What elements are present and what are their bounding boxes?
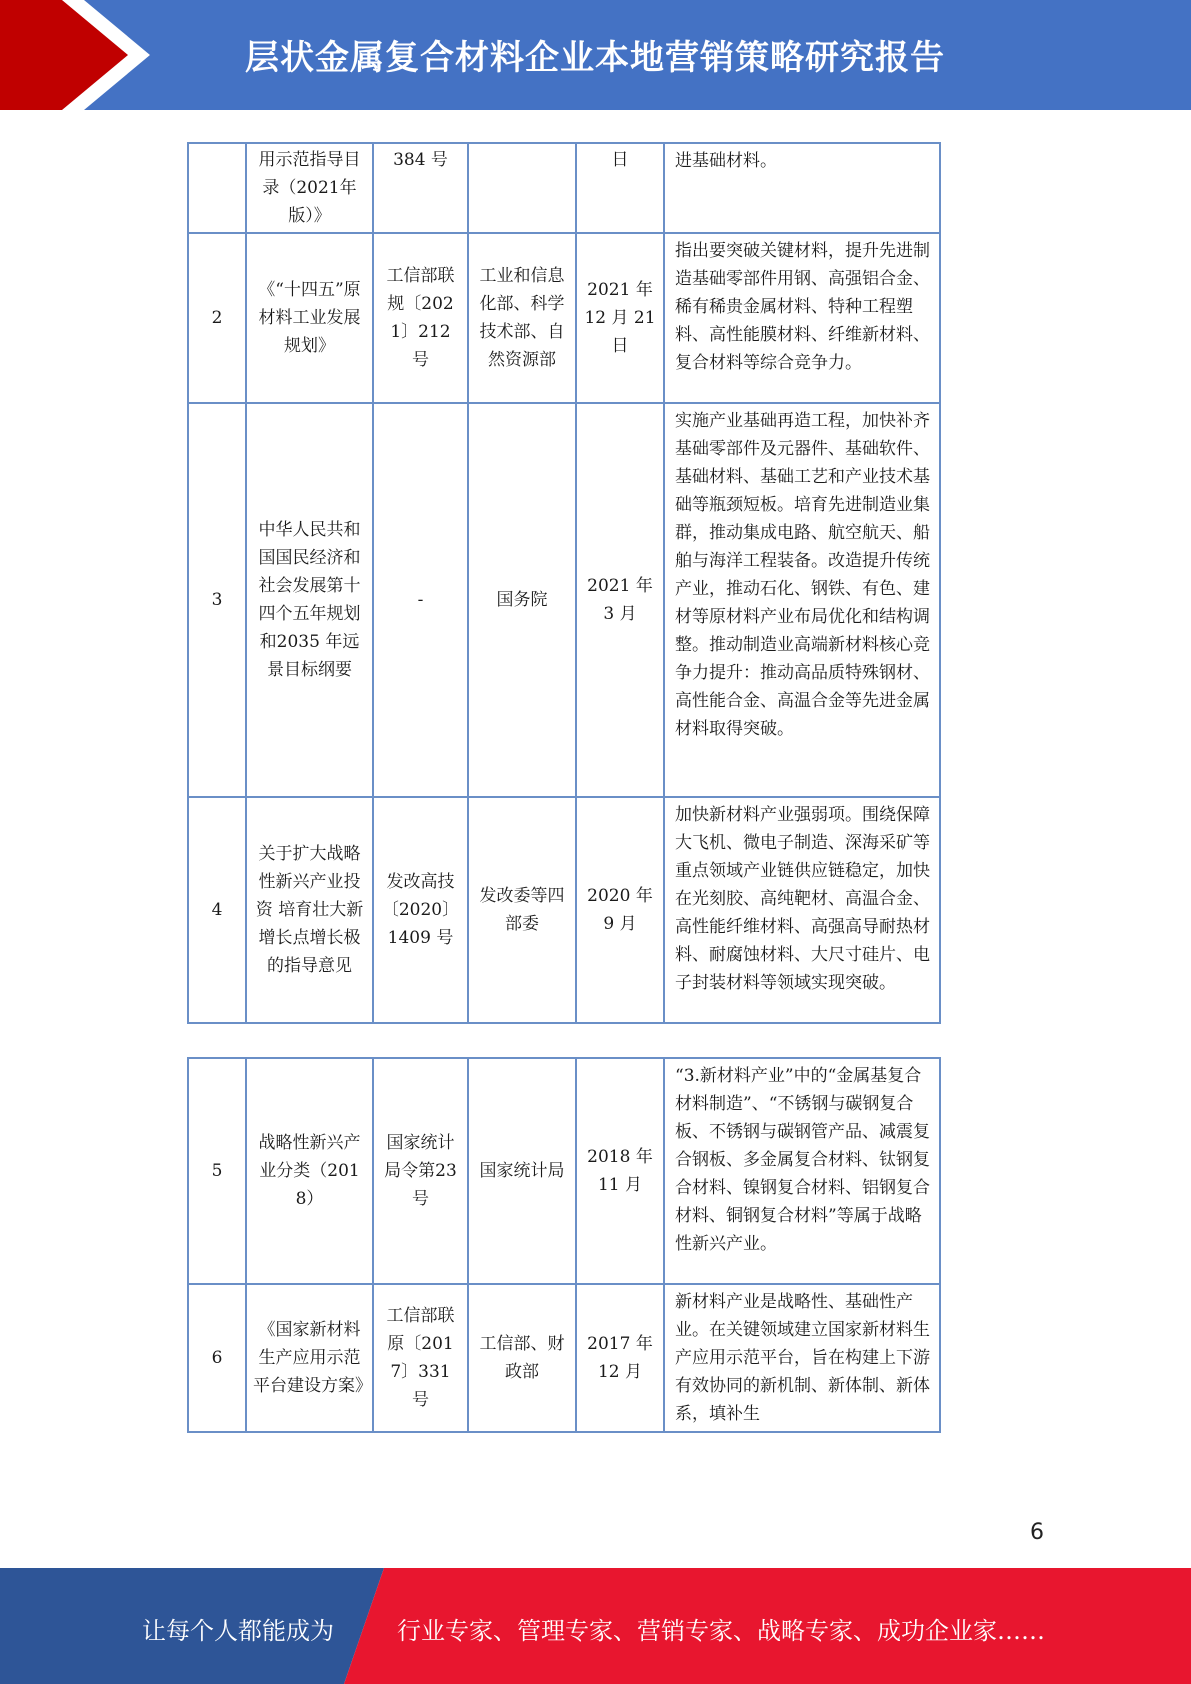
policy-table-part1 [187,142,941,1024]
document-number: 工信部联原〔2017〕331 号 [373,1284,468,1432]
policy-name: 《“十四五”原材料工业发展规划》 [246,233,373,403]
issue-date: 日 [576,143,664,233]
issue-date: 2018 年11 月 [576,1058,664,1284]
row-number: 5 [188,1058,246,1284]
policy-description: 指出要突破关键材料，提升先进制造基础零部件用钢、高强铝合金、稀有稀贵金属材料、特种工程塑料、高性能膜材料、纤维新材料、复合材料等综合竞争力。 [664,233,940,403]
policy-name: 用示范指导目录（2021年版）》 [246,143,373,233]
issuing-department: 工业和信息化部、科学技术部、自然资源部 [468,233,576,403]
policy-name: 中华人民共和国国民经济和社会发展第十四个五年规划和2035 年远景目标纲要 [246,403,373,797]
policy-table-part2 [187,1057,941,1433]
issue-date: 2021 年3 月 [576,403,664,797]
document-number: 国家统计局令第23 号 [373,1058,468,1284]
page-header [0,0,1191,110]
policy-description: “3.新材料产业”中的“金属基复合材料制造”、“不锈钢与碳钢复合板、不锈钢与碳钢管产品、减震复合钢板、多金属复合材料、钛钢复合材料、镍钢复合材料、铝钢复合材料、铜钢复合材料”等属于战略性新兴产业。 [664,1058,940,1284]
policy-description: 新材料产业是战略性、基础性产业。在关键领域建立国家新材料生产应用示范平台，旨在构建上下游有效协同的新机制、新体制、新体系，填补生 [664,1284,940,1432]
footer-slogan-left: 让每个人都能成为 [142,1617,334,1645]
policy-name: 《国家新材料生产应用示范平台建设方案》 [246,1284,373,1432]
row-number [188,143,246,233]
issue-date: 2017 年12 月 [576,1284,664,1432]
row-number: 2 [188,233,246,403]
page-footer [0,1568,1191,1684]
row-number: 3 [188,403,246,797]
policy-description: 加快新材料产业强弱项。围绕保障大飞机、微电子制造、深海采矿等重点领域产业链供应链稳定，加快在光刻胶、高纯靶材、高温合金、高性能纤维材料、高强高导耐热材料、耐腐蚀材料、大尺寸硅片、电子封装材料等领域实现突破。 [664,797,940,1023]
header-title: 层状金属复合材料企业本地营销策略研究报告 [245,38,945,78]
document-number: 384 号 [373,143,468,233]
document-number: 发改高技〔2020〕1409 号 [373,797,468,1023]
row-number: 6 [188,1284,246,1432]
issuing-department [468,143,576,233]
issue-date: 2021 年12 月 21日 [576,233,664,403]
issuing-department: 国务院 [468,403,576,797]
issuing-department: 发改委等四部委 [468,797,576,1023]
table-row [188,233,940,403]
table-row [188,143,940,233]
document-number: - [373,403,468,797]
row-number: 4 [188,797,246,1023]
policy-name: 战略性新兴产业分类（2018） [246,1058,373,1284]
policy-description: 进基础材料。 [664,143,940,233]
issue-date: 2020 年9 月 [576,797,664,1023]
policy-description: 实施产业基础再造工程，加快补齐基础零部件及元器件、基础软件、基础材料、基础工艺和产业技术基础等瓶颈短板。培育先进制造业集群，推动集成电路、航空航天、船舶与海洋工程装备。改造提升传统产业，推动石化、钢铁、有色、建材等原材料产业布局优化和结构调整。推动制造业高端新材料核心竞争力提升：推动高品质特殊钢材、高性能合金、高温合金等先进金属材料取得突破。 [664,403,940,797]
page-number: 6 [1030,1520,1044,1545]
issuing-department: 工信部、财政部 [468,1284,576,1432]
table-row [188,1284,940,1432]
issuing-department: 国家统计局 [468,1058,576,1284]
table-row [188,403,940,797]
footer-slogan-right: 行业专家、管理专家、营销专家、战略专家、成功企业家…… [397,1617,1045,1645]
policy-name: 关于扩大战略性新兴产业投资 培育壮大新增长点增长极的指导意见 [246,797,373,1023]
document-number: 工信部联规〔2021〕212 号 [373,233,468,403]
table-row [188,1058,940,1284]
table-row [188,797,940,1023]
